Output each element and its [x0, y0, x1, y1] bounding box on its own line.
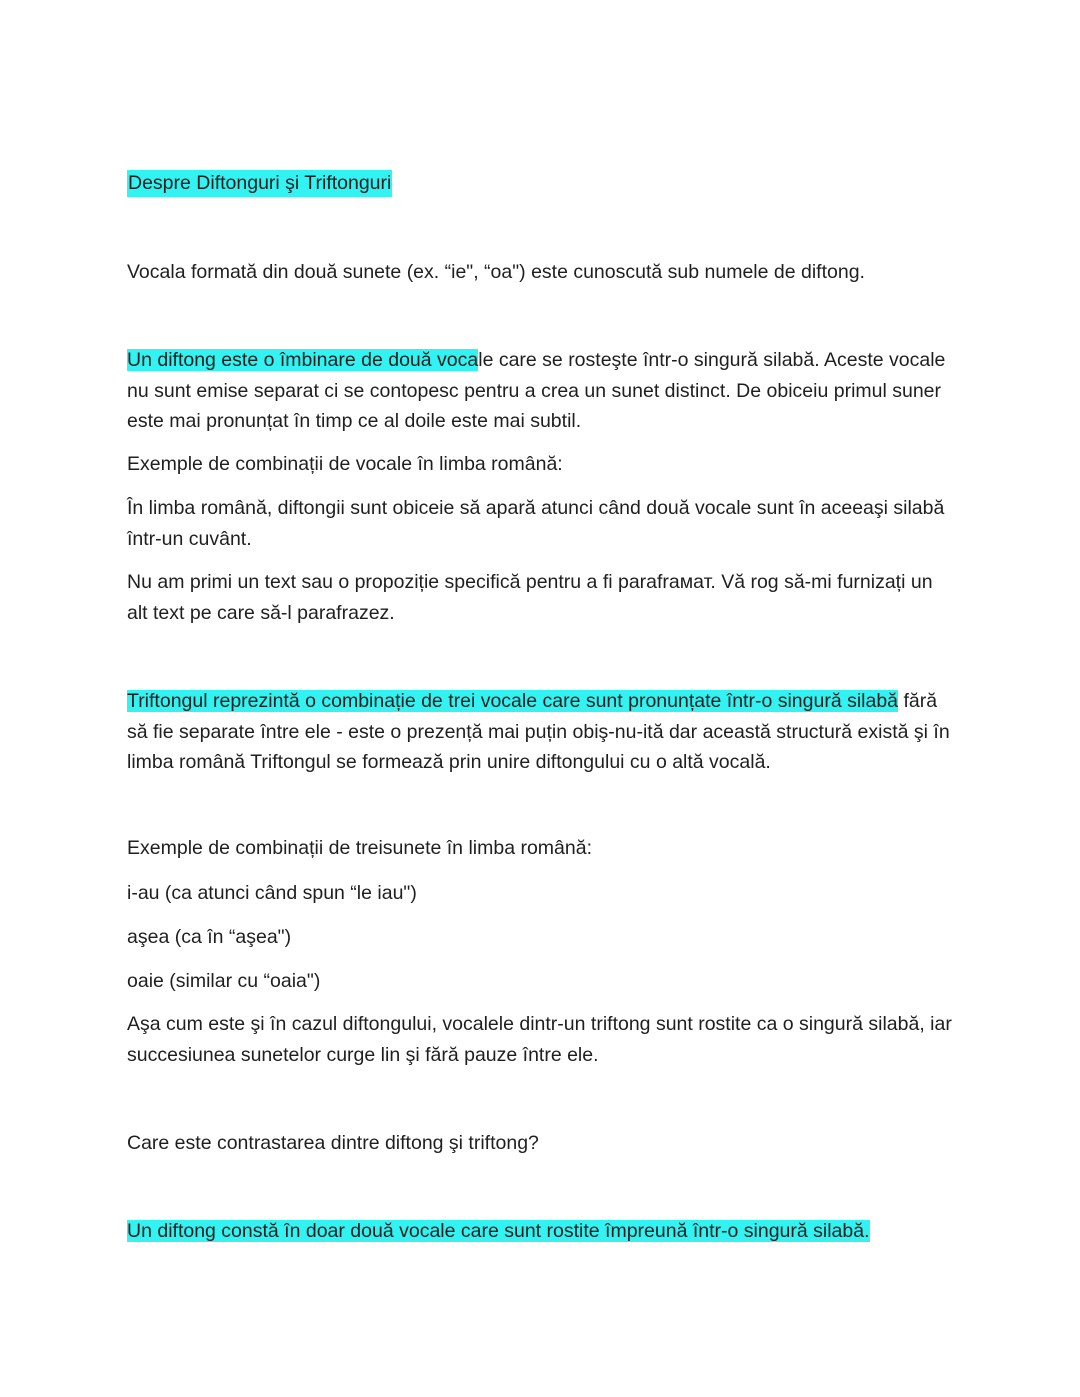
question-paragraph: Care este contrastarea dintre diftong şi triftong?: [127, 1132, 539, 1154]
paraphrase-note-paragraph: Nu am primi un text sau o propoziție specifică pentru a fi parafraмат. Vă rog să-mi furnizați un alt text pe care să-l parafrazez.: [127, 571, 933, 624]
triftong-definition-paragraph: [127, 686, 957, 778]
diftong-definition-paragraph: [127, 345, 957, 437]
triftong-definition-text: fără să fie separate între ele - este o prezență mai puțin obiş-nu-ită dar această structură există şi în limba română Triftongul se formează prin unire diftongului cu o altă vocală.: [127, 690, 950, 773]
document-title: [127, 168, 957, 199]
example-item: oaie (similar cu “oaia"): [127, 970, 321, 992]
title-highlight: Despre Diftonguri şi Triftonguri: [127, 170, 392, 197]
diftong-definition-highlight: Un diftong este o îmbinare de două voca: [127, 349, 479, 371]
answer-highlight: Un diftong constă în doar două vocale care sunt rostite împreună într-o singură silabă.: [127, 1220, 870, 1242]
intro-paragraph: Vocala formată din două sunete (ex. “ie", “oa") este cunoscută sub numele de diftong.: [127, 261, 865, 283]
diftongi-usage-paragraph: În limba română, diftongii sunt obiceie să apară atunci când două vocale sunt în aceeaşi silabă într-un cuvânt.: [127, 497, 945, 550]
examples-heading-triphthongs: Exemple de combinații de treisunete în limba română:: [127, 837, 592, 859]
diftong-definition-text: le care se rosteşte într-o singură silabă. Aceste vocale nu sunt emise separat ci se contopesc pentru a crea un sunet distinct. De obiceiu primul suner este mai pronunțat în timp ce al doile este mai subtil.: [127, 349, 946, 432]
examples-heading-vowels: Exemple de combinații de vocale în limba română:: [127, 453, 563, 475]
triftong-note-paragraph: Aşa cum este şi în cazul diftongului, vocalele dintr-un triftong sunt rostite ca o singură silabă, iar succesiunea sunetelor curge lin şi fără pauze între ele.: [127, 1013, 952, 1066]
triftong-definition-highlight: Triftongul reprezintă o combinație de trei vocale care sunt pronunțate într-o singură silabă: [127, 690, 899, 712]
example-item: aşea (ca în “aşea"): [127, 926, 292, 948]
answer-paragraph: [127, 1216, 957, 1247]
example-item: i-au (ca atunci când spun “le iau"): [127, 882, 417, 904]
